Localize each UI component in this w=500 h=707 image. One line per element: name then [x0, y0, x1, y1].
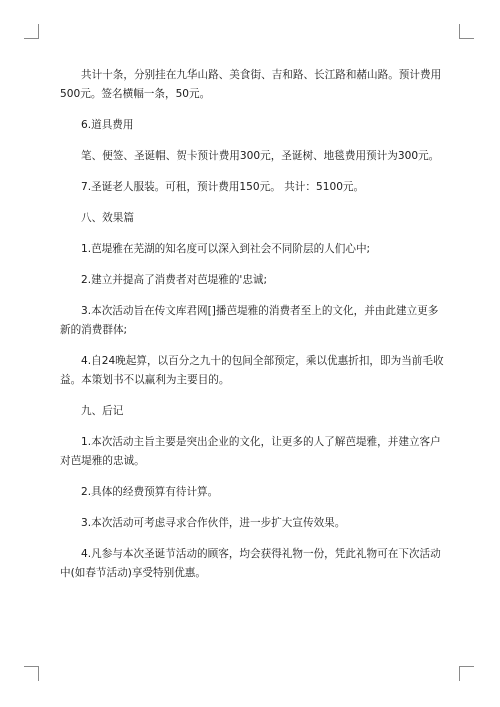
effect-item-1: 1.芭堤雅在芜湖的知名度可以深入到社会不同阶层的人们心中;: [81, 243, 371, 255]
heading-props-cost: 6.道具费用: [81, 119, 134, 131]
document-body: [60, 66, 444, 595]
paragraph-props-cost: 笔、便签、圣诞帽、贺卡预计费用300元，圣诞树、地毯费用预计为300元。: [81, 150, 440, 162]
afterword-item-2: 2.具体的经费预算有待计算。: [81, 486, 219, 498]
section-heading-effects: 八、效果篇: [81, 212, 134, 224]
afterword-item-4: 4.凡参与本次圣诞节活动的顾客，均会获得礼物一份，凭此礼物可在下次活动中(如春节活动)享受特别优惠。: [60, 548, 441, 579]
crop-mark-bottom-left: [24, 666, 39, 681]
afterword-item-3: 3.本次活动可考虑寻求合作伙伴，进一步扩大宣传效果。: [81, 517, 346, 529]
effect-item-2: 2.建立并提高了消费者对芭堤雅的'忠诚;: [81, 274, 268, 286]
paragraph-banner-cost: 共计十条，分别挂在九华山路、美食街、吉和路、长江路和赭山路。预计费用500元。签名横幅一条，50元。: [60, 69, 442, 100]
crop-mark-top-right: [459, 24, 474, 39]
paragraph-santa-costume: 7.圣诞老人服装。可租，预计费用150元。 共计：5100元。: [81, 181, 365, 193]
afterword-item-1: 1.本次活动主旨主要是突出企业的文化，让更多的人了解芭堤雅，并建立客户对芭堤雅的忠诚。: [60, 436, 441, 467]
crop-mark-top-left: [24, 24, 39, 39]
section-heading-afterword: 九、后记: [81, 405, 124, 417]
effect-item-3: 3.本次活动旨在传文库君网[]播芭堤雅的消费者至上的文化，并由此建立更多新的消费群体;: [60, 305, 439, 336]
effect-item-4: 4.自24晚起算，以百分之九十的包间全部预定，乘以优惠折扣，即为当前毛收益。本策划书不以赢利为主要目的。: [60, 355, 444, 386]
crop-mark-bottom-right: [459, 666, 474, 681]
